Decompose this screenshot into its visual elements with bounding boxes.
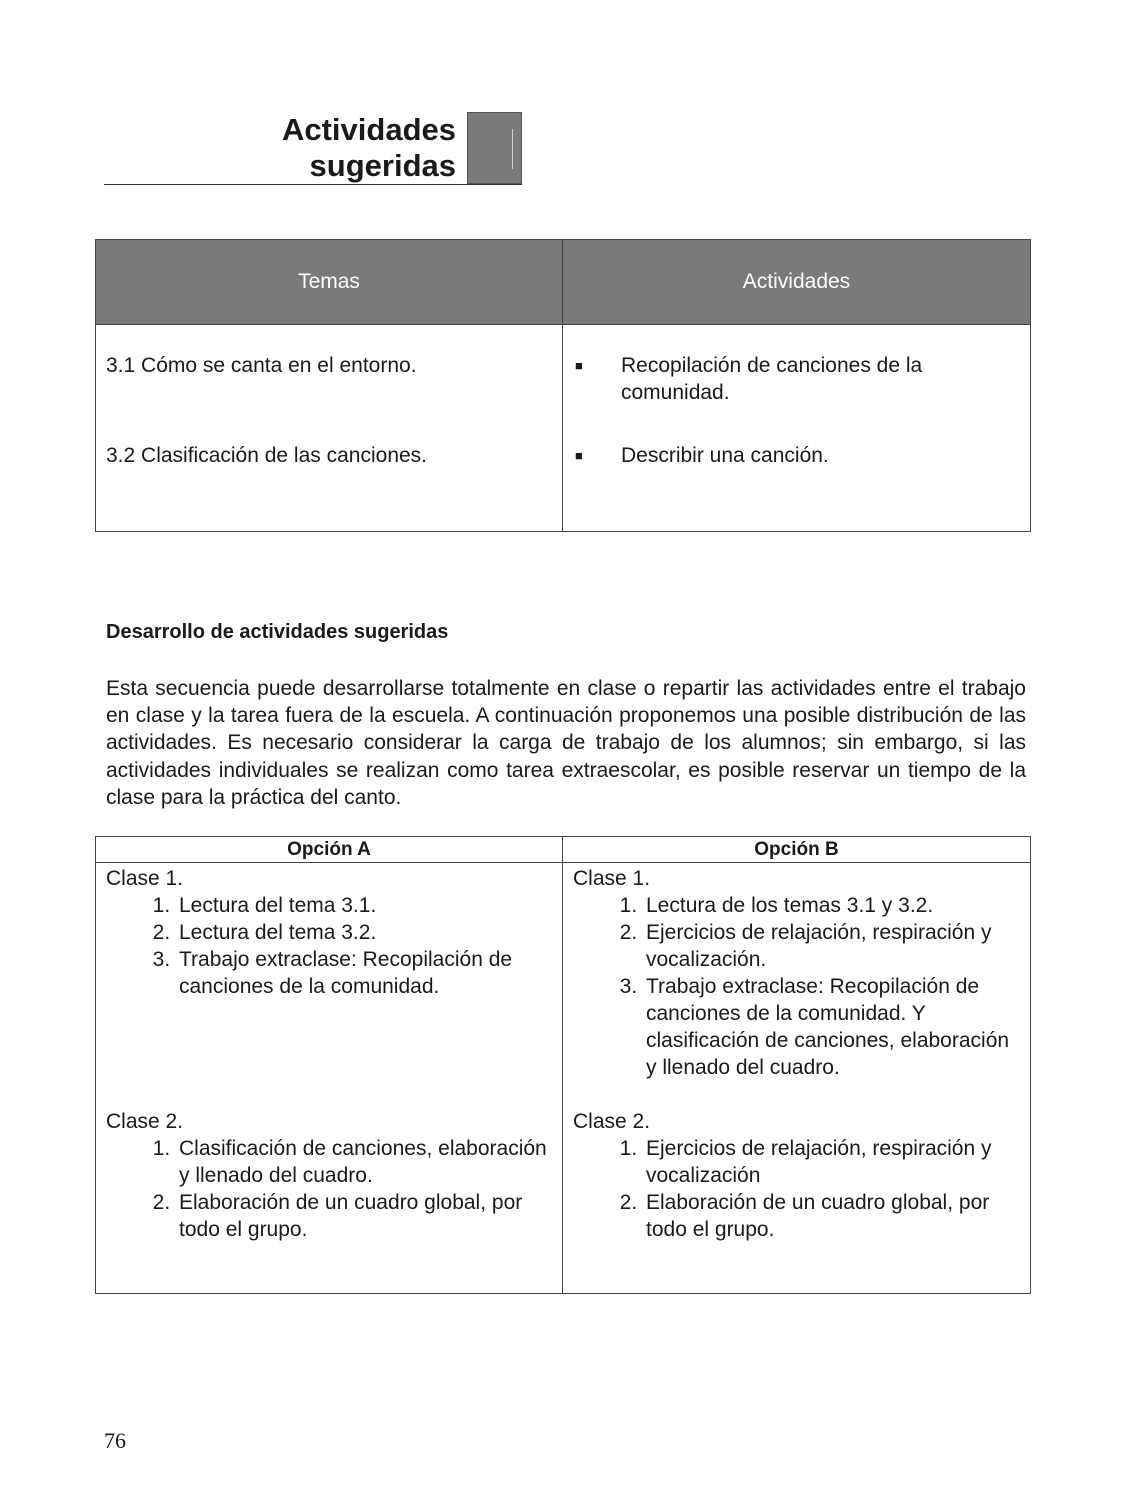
opcion-a-cell <box>96 863 563 1294</box>
list-item: 2. Elaboración de un cuadro global, por todo el grupo. <box>176 1189 552 1243</box>
list-item: 3. Trabajo extraclase: Recopilación de canciones de la comunidad. Y clasificación de canciones, elaboración y llenado del cuadro. <box>643 973 1020 1081</box>
actividad-cell <box>563 434 1031 532</box>
clase-list <box>573 1135 1020 1243</box>
body-paragraph: Esta secuencia puede desarrollarse totalmente en clase o repartir las actividades entre el trabajo en clase y la tarea fuera de la escuela. A continuación proponemos una posible distribución de las actividades. Es necesario considerar la carga de trabajo de los alumnos; sin embargo, si las actividades individuales se realizan como tarea extraescolar, es posible reservar un tiempo de la clase para la práctica del canto. <box>106 677 1026 809</box>
clase-label: Clase 1. <box>573 867 651 890</box>
actividad-text: Recopilación de canciones de la comunidad. <box>621 354 923 404</box>
section-heading: Desarrollo de actividades sugeridas <box>106 621 449 643</box>
clase-list <box>106 1135 552 1243</box>
tema-cell: 3.1 Cómo se canta en el entorno. <box>96 325 563 435</box>
header-actividades: Actividades <box>563 240 1031 325</box>
header-opcion-a: Opción A <box>96 837 563 863</box>
list-item: 2. Ejercicios de relajación, respiración y vocalización. <box>643 919 1020 973</box>
list-item: 1. Clasificación de canciones, elaboración y llenado del cuadro. <box>176 1135 552 1189</box>
section-title <box>282 112 456 184</box>
title-line-2: sugeridas <box>309 148 456 183</box>
options-table <box>95 836 1031 1294</box>
clase-list <box>573 892 1020 1081</box>
clase-label: Clase 2. <box>106 1110 184 1133</box>
title-decorative-box <box>467 112 522 184</box>
list-item: 1. Lectura de los temas 3.1 y 3.2. <box>643 892 1020 919</box>
title-line-1: Actividades <box>281 112 456 147</box>
clase-label: Clase 1. <box>106 867 184 890</box>
tema-cell: 3.2 Clasificación de las canciones. <box>96 434 563 532</box>
square-bullet-icon: ■ <box>575 358 583 373</box>
square-bullet-icon: ■ <box>575 448 583 463</box>
header-opcion-b: Opción B <box>563 837 1031 863</box>
list-item: 2. Elaboración de un cuadro global, por todo el grupo. <box>643 1189 1020 1243</box>
table-row <box>96 434 1031 532</box>
list-item: 1. Ejercicios de relajación, respiración y vocalización <box>643 1135 1020 1189</box>
opcion-b-cell <box>563 863 1031 1294</box>
table-row <box>96 325 1031 435</box>
clase-label: Clase 2. <box>573 1110 651 1133</box>
clase-list <box>106 892 552 1000</box>
header-temas: Temas <box>96 240 563 325</box>
page-number: 76 <box>104 1428 126 1453</box>
list-item: 2. Lectura del tema 3.2. <box>176 919 552 946</box>
topics-table <box>95 239 1031 532</box>
actividad-text: Describir una canción. <box>621 444 829 467</box>
list-item: 1. Lectura del tema 3.1. <box>176 892 552 919</box>
section-title-block <box>104 112 522 185</box>
list-item: 3. Trabajo extraclase: Recopilación de canciones de la comunidad. <box>176 946 552 1000</box>
actividad-cell <box>563 325 1031 435</box>
